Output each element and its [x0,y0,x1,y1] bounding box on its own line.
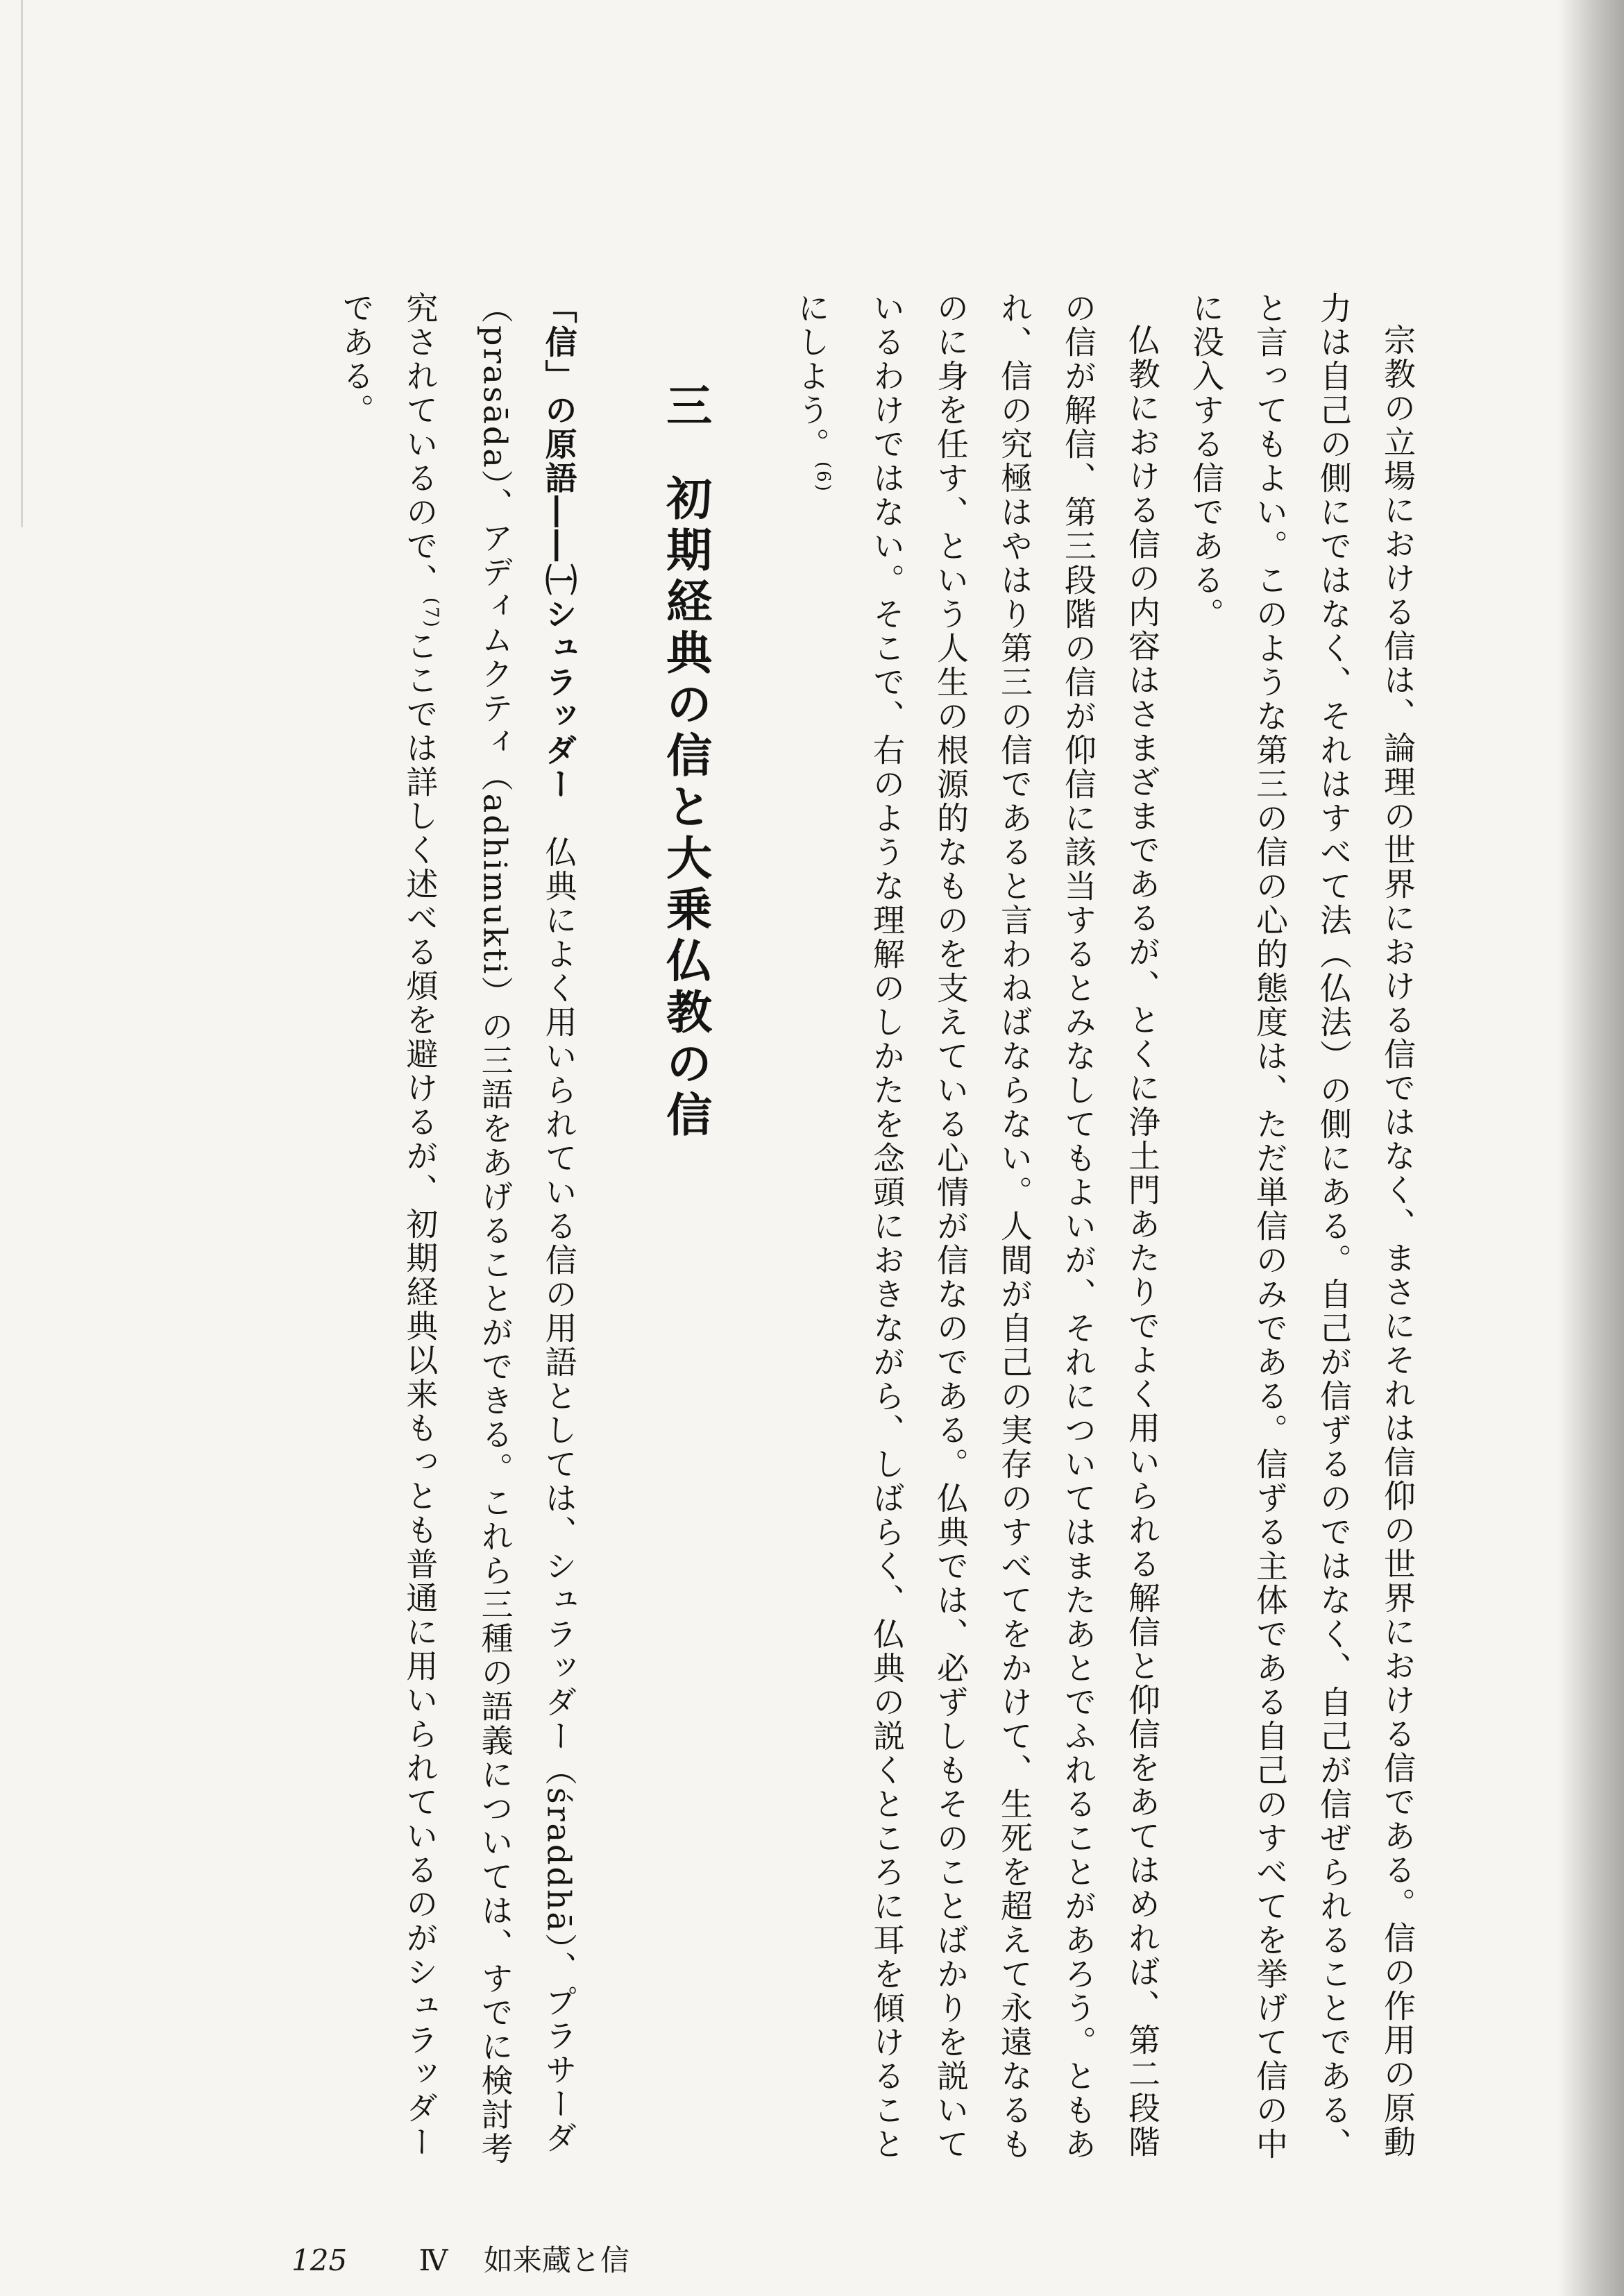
section-heading [654,291,718,2193]
chapter-title: 如来蔵と信 [483,2243,629,2277]
section-title: 初期経典の信と大乗仏教の信 [658,475,713,1142]
note-7: (7) [421,597,442,629]
paragraph-2 [780,291,1174,2193]
page-fold-shadow [21,0,23,527]
subsection-text-b: ここでは詳しく述べる煩を避けるが、初期経典以来もっとも普通に用いられているのがシュラッダーである。 [337,291,439,2159]
body-text [324,291,1430,2193]
subsection-text-a: 仏典によく用いられている信の用語としては、シュラッダー（śraddhā）、プラサーダ（prasāda）、アディムクティ（adhimukti）の三語をあげることができる。これら三種の語義については、すでに検討考究されているので、 [401,291,578,2166]
page-edge-shadow [1558,0,1624,2296]
note-6: (6) [813,461,834,493]
paragraph-2-text: 仏教における信の内容はさまざまであるが、とくに浄土門あたりでよく用いられる解信と仰信をあてはめれば、第二段階の信が解信、第三段階の信が仰信に該当するとみなしてもよいが、それについてはまたあとでふれることがあろう。ともあれ、信の究極はやはり第三の信であると言わねばならない。人間が自己の実存のすべてをかけて、生死を超えて永遠なるものに身を任す、という人生の根源的なものを支えている心情が信なのである。仏典では、必ずしもそのことばかりを説いているわけではない。そこで、右のような理解のしかたを念頭におきながら、しばらく、仏典の説くところに耳を傾けることにしよう。 [793,291,1161,2161]
paragraph-1: 宗教の立場における信は、論理の世界における信ではなく、まさにそれは信仰の世界における信である。信の作用の原動力は自己の側にではなく、それはすべて法（仏法）の側にある。自己が信ずるのではなく、自己が信ぜられることである、と言ってもよい。このような第三の信の心的態度は、ただ単信のみである。信ずる主体である自己のすべてを挙げて信の中に没入する信である。 [1187,291,1416,2161]
chapter-number: Ⅳ [418,2243,448,2277]
section-number: 三 [658,382,713,433]
page-footer [291,2238,629,2279]
subsection-heading: 「信」の原語――㈠シュラッダー [540,291,578,801]
page-number: 125 [291,2243,348,2277]
subsection-paragraph [324,291,591,2193]
